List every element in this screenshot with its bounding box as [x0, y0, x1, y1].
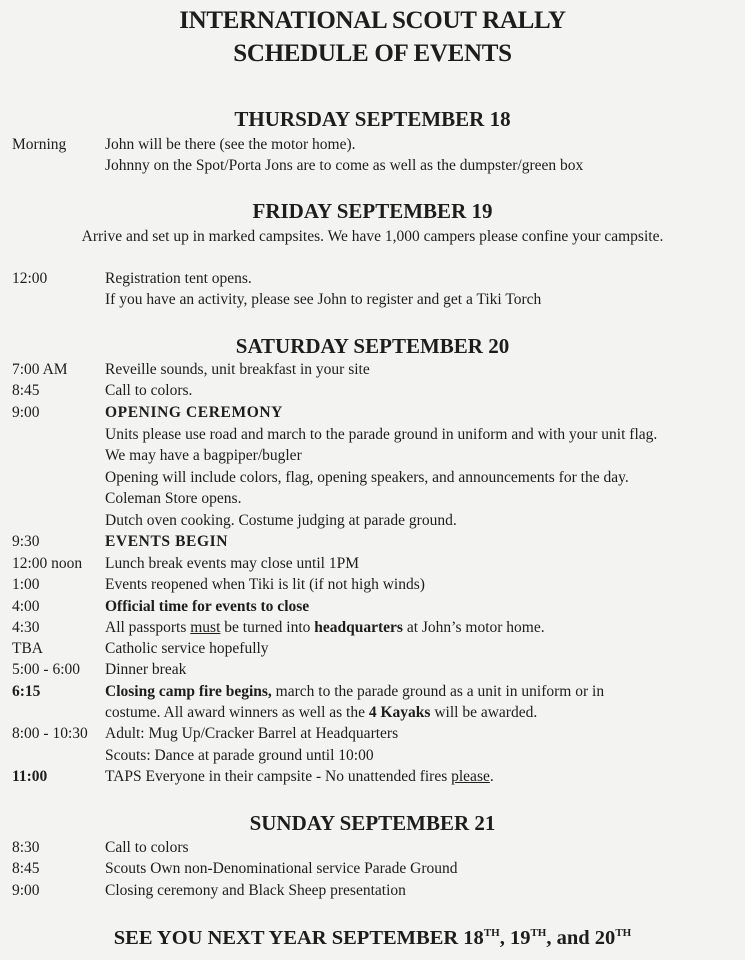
schedule-row: [0, 617, 745, 638]
event-time: 12:00: [12, 270, 48, 287]
event-description: John will be there (see the motor home).: [105, 136, 356, 153]
schedule-row: [0, 837, 745, 858]
friday-heading: FRIDAY SEPTEMBER 19: [252, 199, 493, 223]
schedule-row: [0, 723, 745, 744]
event-description: costume. All award winners as well as the 4 Kayaks will be awarded.: [105, 704, 538, 721]
event-time: 9:30: [12, 533, 40, 550]
opening-ceremony-label: OPENING CEREMONY: [105, 404, 283, 421]
event-description: Official time for events to close: [105, 598, 310, 615]
schedule-row: [0, 880, 745, 901]
event-time: 8:45: [12, 382, 40, 399]
schedule-row: [0, 574, 745, 595]
document-title-line2: SCHEDULE OF EVENTS: [233, 40, 512, 67]
event-description: Registration tent opens.: [105, 270, 252, 287]
event-description: Call to colors: [105, 839, 189, 856]
schedule-row: [0, 510, 745, 531]
event-time: 5:00 - 6:00: [12, 661, 81, 678]
event-description: If you have an activity, please see John to register and get a Tiki Torch: [105, 291, 542, 308]
event-time: 9:00: [12, 404, 40, 421]
schedule-row: [0, 766, 745, 787]
schedule-row: [0, 596, 745, 617]
event-time: 6:15: [12, 683, 41, 700]
schedule-row: [0, 488, 745, 509]
schedule-row: [0, 268, 745, 289]
event-time: 8:00 - 10:30: [12, 725, 88, 742]
event-description: Adult: Mug Up/Cracker Barrel at Headquarters: [105, 725, 399, 742]
event-time: 4:00: [12, 598, 40, 615]
event-description: Catholic service hopefully: [105, 640, 269, 657]
event-description: Dutch oven cooking. Costume judging at parade ground.: [105, 512, 457, 529]
schedule-row: [0, 745, 745, 766]
event-time: TBA: [12, 640, 43, 657]
events-begin-label: EVENTS BEGIN: [105, 533, 229, 550]
schedule-row: [0, 289, 745, 310]
schedule-row: [0, 467, 745, 488]
event-description: Coleman Store opens.: [105, 490, 242, 507]
event-description: We may have a bagpiper/bugler: [105, 447, 302, 464]
friday-intro: Arrive and set up in marked campsites. We have 1,000 campers please confine your campsite.: [81, 228, 664, 245]
event-description: Closing camp fire begins, march to the parade ground as a unit in uniform or in: [105, 683, 605, 700]
schedule-row: [0, 359, 745, 380]
schedule-row: [0, 638, 745, 659]
event-description: Events reopened when Tiki is lit (if not high winds): [105, 576, 425, 593]
schedule-row: [0, 858, 745, 879]
event-time: 12:00 noon: [12, 555, 83, 572]
schedule-row: [0, 155, 745, 176]
event-description: Johnny on the Spot/Porta Jons are to come as well as the dumpster/green box: [105, 157, 584, 174]
document-title-line1: INTERNATIONAL SCOUT RALLY: [179, 7, 566, 34]
event-description: Units please use road and march to the parade ground in uniform and with your unit flag.: [105, 426, 658, 443]
schedule-row: [0, 424, 745, 445]
event-time: 7:00 AM: [12, 361, 68, 378]
thursday-heading: THURSDAY SEPTEMBER 18: [234, 107, 511, 131]
event-time: 11:00: [12, 768, 48, 785]
schedule-row: [0, 531, 745, 552]
schedule-row: [0, 659, 745, 680]
schedule-row: [0, 445, 745, 466]
event-description: Opening will include colors, flag, opening speakers, and announcements for the day.: [105, 469, 629, 486]
event-description: Scouts Own non-Denominational service Parade Ground: [105, 860, 458, 877]
event-time: Morning: [12, 136, 67, 153]
event-description: Scouts: Dance at parade ground until 10:00: [105, 747, 374, 764]
event-description: Closing ceremony and Black Sheep presentation: [105, 882, 406, 899]
schedule-row: [0, 134, 745, 155]
schedule-row: [0, 702, 745, 723]
event-description: Dinner break: [105, 661, 187, 678]
closing-message: SEE YOU NEXT YEAR SEPTEMBER 18TH, 19TH, and 20TH: [113, 927, 632, 949]
schedule-row: [0, 402, 745, 423]
event-time: 9:00: [12, 882, 40, 899]
event-time: 8:30: [12, 839, 40, 856]
sunday-heading: SUNDAY SEPTEMBER 21: [249, 811, 496, 835]
event-description: Reveille sounds, unit breakfast in your site: [105, 361, 370, 378]
event-description: TAPS Everyone in their campsite - No unattended fires please.: [105, 768, 494, 785]
event-description: All passports must be turned into headquarters at John’s motor home.: [105, 619, 545, 636]
schedule-row: [0, 681, 745, 702]
event-description: Call to colors.: [105, 382, 193, 399]
event-description: Lunch break events may close until 1PM: [105, 555, 359, 572]
schedule-row: [0, 553, 745, 574]
event-time: 8:45: [12, 860, 40, 877]
schedule-row: [0, 380, 745, 401]
saturday-heading: SATURDAY SEPTEMBER 20: [235, 334, 510, 358]
event-time: 1:00: [12, 576, 40, 593]
event-time: 4:30: [12, 619, 40, 636]
